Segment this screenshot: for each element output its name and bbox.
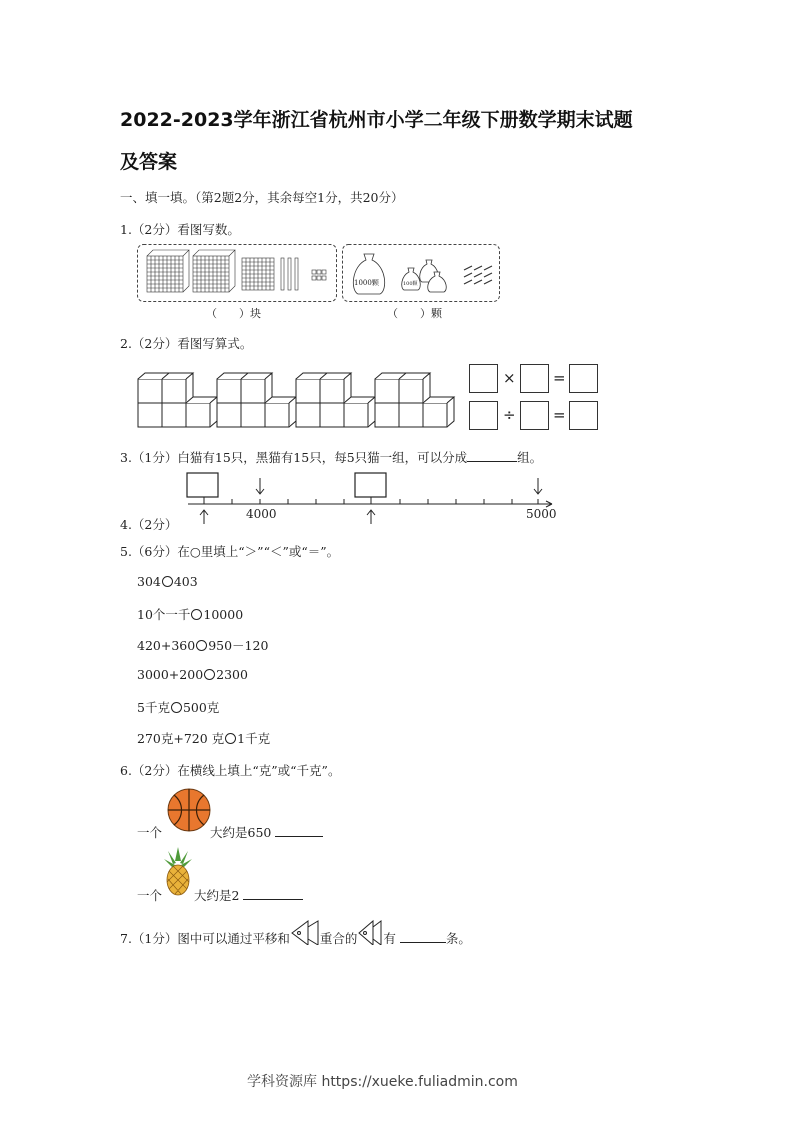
q1-beads-figure <box>342 244 500 302</box>
q4-number-line <box>180 470 565 530</box>
q1-answer-left: （ ）块 <box>206 307 261 320</box>
number-line-icon <box>180 470 565 530</box>
q1-blocks-figure <box>137 244 337 302</box>
footer-watermark: 学科资源库 https://xueke.fuliadmin.com <box>247 1074 518 1090</box>
section-heading: 一、填一填。（第2题2分，其余每空1分，共20分） <box>120 190 404 205</box>
page-title-line1: 2022-2023学年浙江省杭州市小学二年级下册数学期末试题 <box>120 109 633 131</box>
q7-answer-blank[interactable] <box>400 930 446 943</box>
question-3-stem <box>120 448 542 466</box>
compare-circle[interactable] <box>204 669 215 680</box>
q2-answer-box-1[interactable] <box>469 364 498 393</box>
q3-text-b: 组。 <box>517 450 543 465</box>
big-bag-label: 1000颗 <box>354 279 379 287</box>
question-7-stem: 7.（1分）图中可以通过平移和 重合的 有 条。 <box>120 929 471 947</box>
q3-answer-blank[interactable] <box>467 449 517 462</box>
q2-answer-box-3[interactable] <box>569 364 598 393</box>
compare-circle[interactable] <box>171 702 182 713</box>
q6-item-1: 一个 大约是650 <box>137 823 323 841</box>
equals-sign-2: = <box>553 406 566 424</box>
q5-item-3: 420+360 950－120 <box>137 638 269 653</box>
q3-text-a: 3.（1分）白猫有15只，黑猫有15只，每5只猫一组，可以分成 <box>120 450 468 465</box>
compare-circle[interactable] <box>225 733 236 744</box>
fish-icon-1 <box>290 933 320 945</box>
divide-sign: ÷ <box>503 406 516 424</box>
tick-label-5000: 5000 <box>526 507 557 521</box>
question-1-stem: 1.（2分）看图写数。 <box>120 222 240 237</box>
multiply-sign: × <box>503 369 516 387</box>
q2-cubes-figure <box>137 372 477 428</box>
page-title-line2: 及答案 <box>120 151 178 173</box>
bead-bags-icon <box>342 244 500 302</box>
small-bag-label: 100颗 <box>403 281 418 287</box>
q1-answer-right: （ ）颗 <box>387 307 442 320</box>
question-4-stem: 4.（2分） <box>120 517 178 532</box>
equals-sign-1: = <box>553 369 566 387</box>
q6-item-2: 一个 大约是2 <box>137 886 303 904</box>
question-5-stem: 5.（6分）在○里填上“＞”“＜”或“＝”。 <box>120 544 340 559</box>
base-ten-blocks-icon <box>137 244 337 302</box>
q2-answer-box-4[interactable] <box>469 401 498 430</box>
q2-answer-box-6[interactable] <box>569 401 598 430</box>
question-2-stem: 2.（2分）看图写算式。 <box>120 336 253 351</box>
fish-icon-2 <box>357 933 383 945</box>
q6-answer-blank-2[interactable] <box>243 887 303 900</box>
question-6-stem: 6.（2分）在横线上填上“克”或“千克”。 <box>120 763 341 778</box>
tick-label-4000: 4000 <box>246 507 277 521</box>
q5-item-2: 10个一千 10000 <box>137 607 244 622</box>
q5-item-6: 270克+720 克 1千克 <box>137 731 271 746</box>
compare-circle[interactable] <box>191 609 202 620</box>
compare-circle[interactable] <box>196 640 207 651</box>
q6-answer-blank-1[interactable] <box>275 824 323 837</box>
q2-answer-box-5[interactable] <box>520 401 549 430</box>
q2-answer-box-2[interactable] <box>520 364 549 393</box>
q5-item-4: 3000+200 2300 <box>137 667 248 682</box>
cube-stacks-icon <box>137 372 477 428</box>
compare-circle[interactable] <box>162 576 173 587</box>
q5-item-1: 304 403 <box>137 574 198 589</box>
q5-item-5: 5千克 500克 <box>137 700 220 715</box>
